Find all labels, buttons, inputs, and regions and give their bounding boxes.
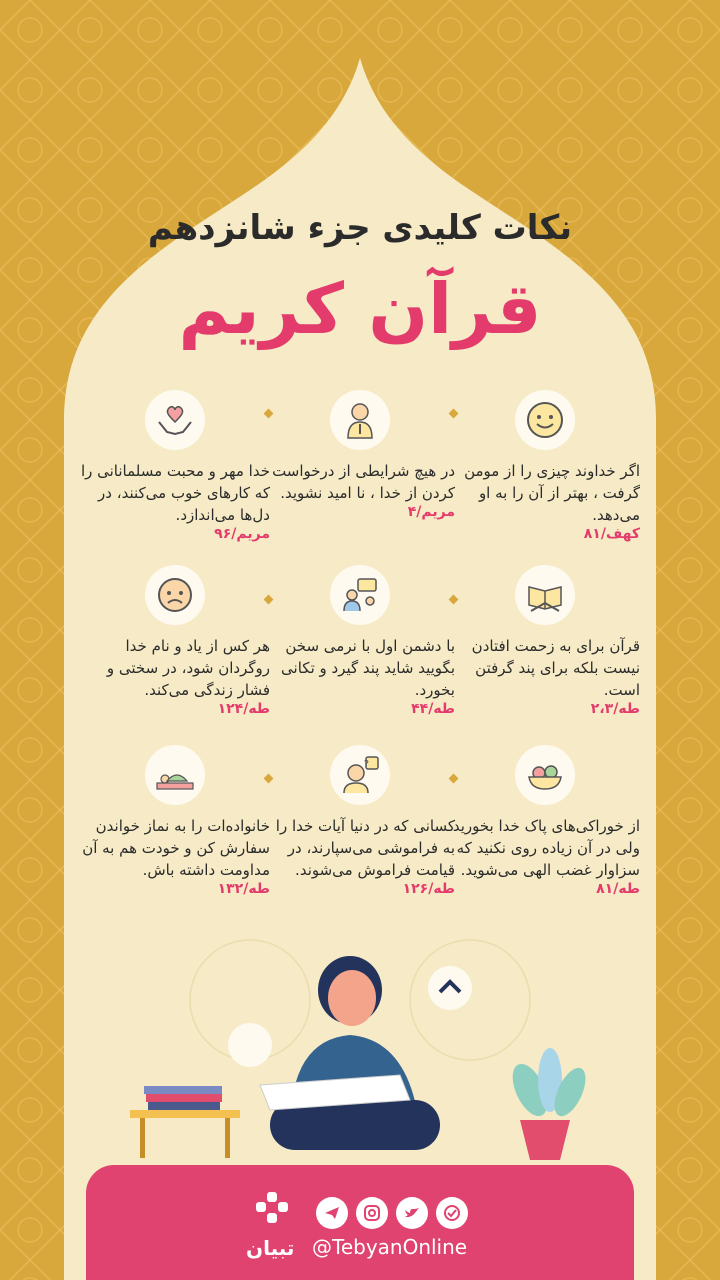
tip-reference: طه/۱۲۴	[217, 701, 270, 717]
tip-card-4	[450, 565, 640, 717]
tebyan-logo	[252, 1188, 292, 1228]
tip-reference: طه/۱۲۶	[402, 881, 455, 897]
tip-text: کسانی که در دنیا آیات خدا را به فراموشی می‌سپارند، در قیامت فراموش می‌شوند.	[275, 817, 455, 879]
tip-reference: کهف/۸۱	[583, 526, 640, 542]
tip-text: اگر خداوند چیزی را از مومن گرفت ، بهتر از آن را به او می‌دهد.	[464, 462, 640, 524]
tip-text: هر کس از یاد و نام خدا روگردان شود، در سختی و فشار زندگی می‌کند.	[106, 637, 270, 699]
open-quran-icon	[515, 565, 575, 625]
tip-card-1	[450, 390, 640, 542]
tip-reference: طه/۸۱	[596, 881, 640, 897]
praying-person-icon	[330, 390, 390, 450]
instagram-icon[interactable]	[356, 1197, 388, 1229]
tip-text: از خوراکی‌های پاک خدا بخورید ولی در آن زیاده روی نکنید که سزاوار غضب الهی می‌شوید.	[452, 817, 640, 879]
tip-card-8	[265, 745, 455, 897]
tip-card-6	[80, 565, 270, 717]
tip-reference: طه/۲،۳	[590, 701, 640, 717]
tip-text: خدا مهر و محبت مسلمانانی را که کارهای خوب می‌کنند، در دل‌ها می‌اندازد.	[80, 462, 270, 524]
tip-text: قرآن برای به زحمت افتادن نیست بلکه برای پند گرفتن است.	[471, 637, 640, 699]
tip-reference: طه/۴۴	[411, 701, 455, 717]
social-handle[interactable]: @TebyanOnline	[312, 1235, 468, 1259]
prostrating-person-icon	[145, 745, 205, 805]
tip-card-2	[265, 390, 455, 520]
tip-reference: مریم/۴	[407, 504, 455, 520]
tip-card-3	[80, 390, 270, 542]
tip-text: در هیچ شرایطی از درخواست کردن از خدا ، نا امید نشوید.	[272, 462, 455, 502]
hands-heart-icon	[145, 390, 205, 450]
tip-text: خانواده‌ات را به نماز خواندن سفارش کن و خودت هم به آن مداومت داشته باش.	[82, 817, 270, 879]
tip-card-9	[80, 745, 270, 897]
tip-card-7	[450, 745, 640, 897]
main-title: قرآن کریم	[178, 268, 542, 350]
conversation-icon	[330, 565, 390, 625]
telegram-icon[interactable]	[316, 1197, 348, 1229]
subtitle-heading: نکات کلیدی جزء شانزدهم	[147, 208, 573, 248]
tip-card-5	[265, 565, 455, 717]
tip-text: با دشمن اول با نرمی سخن بگویید شاید پند گیرد و تکانی بخورد.	[281, 637, 455, 699]
confused-person-icon	[330, 745, 390, 805]
sad-face-icon	[145, 565, 205, 625]
tip-reference: مریم/۹۶	[214, 526, 270, 542]
fruit-bowl-icon	[515, 745, 575, 805]
verified-icon[interactable]	[436, 1197, 468, 1229]
tip-reference: طه/۱۳۲	[217, 881, 270, 897]
twitter-icon[interactable]	[396, 1197, 428, 1229]
svg-text:?: ?	[363, 759, 369, 770]
brand-name: تبیان	[246, 1236, 295, 1260]
reading-man-illustration	[120, 940, 600, 1170]
smiley-face-icon	[515, 390, 575, 450]
